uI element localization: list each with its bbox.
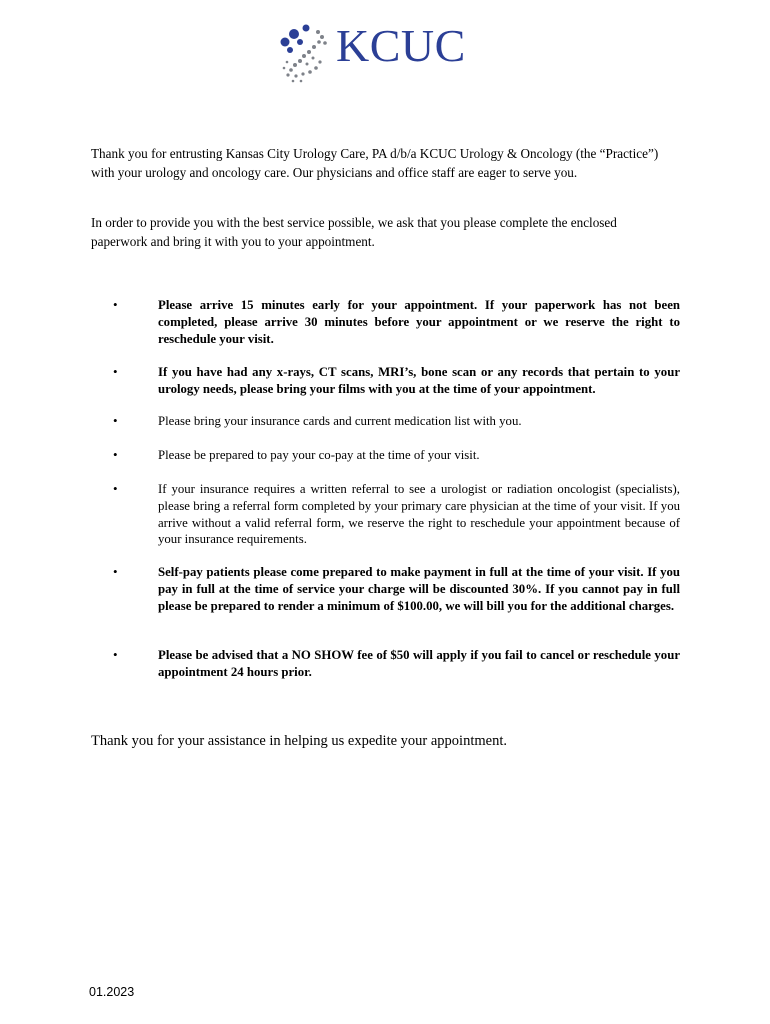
bullet-marker: • [113, 647, 118, 662]
logo-emblem-icon [276, 20, 334, 86]
intro-paragraph-2 [91, 213, 663, 251]
intro-paragraph-1 [91, 144, 663, 182]
logo-wordmark: KCUC [336, 20, 466, 71]
bullet-marker: • [113, 364, 118, 379]
bullet-marker: • [113, 564, 118, 579]
list-item-records: If you have had any x-rays, CT scans, MRI’s, bone scan or any records that pertain to your urology needs, please bring your films with you at the time of your appointment. [158, 365, 680, 396]
list-item-referral: If your insurance requires a written referral to see a urologist or radiation oncologist (specialists), please bring a referral form completed by your primary care physician at the time of your visit. If you arrive without a valid referral form, we reserve the right to reschedule your appointment because of your insurance requirements. [158, 482, 680, 547]
intro-text-1: Thank you for entrusting Kansas City Urology Care, PA d/b/a KCUC Urology & Oncology (the “Practice”) with your urology and oncology care. Our physicians and office staff are eager to serve you. [91, 146, 659, 180]
intro-text-2: In order to provide you with the best service possible, we ask that you please complete the enclosed paperwork and bring it with you to your appointment. [91, 215, 617, 249]
list-item-arrival: Please arrive 15 minutes early for your appointment. If your paperwork has not been completed, please arrive 30 minutes before your appointment or we reserve the right to reschedule your visit. [158, 298, 680, 346]
list-item-self-pay: Self-pay patients please come prepared to make payment in full at the time of your visit. If you pay in full at the time of service your charge will be discounted 30%. If you cannot pay in full please be prepared to render a minimum of $100.00, we will bill you for the additional charges. [158, 565, 680, 613]
kcuc-logo [276, 20, 496, 86]
closing-statement: Thank you for your assistance in helping us expedite your appointment. [91, 733, 507, 749]
bullet-marker: • [113, 297, 118, 312]
revision-date: 01.2023 [89, 985, 135, 999]
list-item-copay: Please be prepared to pay your co-pay at the time of your visit. [158, 448, 480, 462]
list-item-insurance-cards: Please bring your insurance cards and current medication list with you. [158, 414, 522, 428]
list-item-no-show: Please be advised that a NO SHOW fee of $50 will apply if you fail to cancel or reschedule your appointment 24 hours prior. [158, 648, 680, 679]
bullet-marker: • [113, 481, 118, 496]
bullet-marker: • [113, 413, 118, 428]
bullet-marker: • [113, 447, 118, 462]
